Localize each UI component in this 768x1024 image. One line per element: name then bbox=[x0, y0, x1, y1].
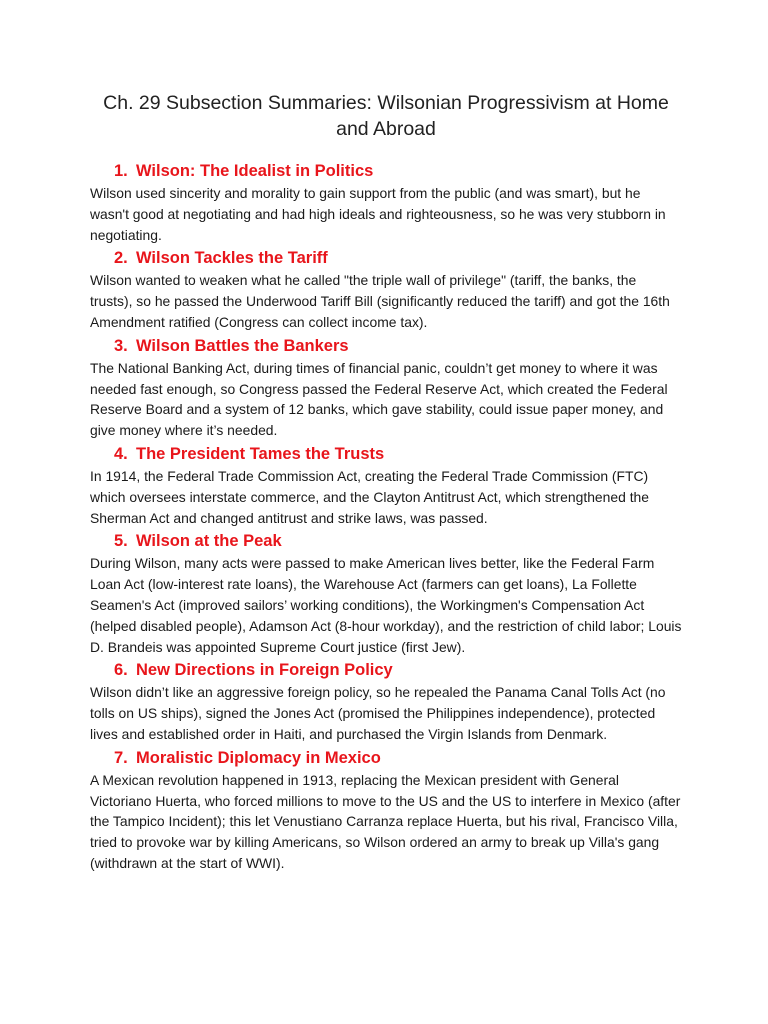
section-heading bbox=[114, 748, 682, 769]
section-body: In 1914, the Federal Trade Commission Act, creating the Federal Trade Commission (FTC) which oversees interstate commerce, and the Clayton Antitrust Act, which strengthened the Sherman Act and changed antitrust and strike laws, was passed. bbox=[90, 467, 650, 526]
section-body: Wilson used sincerity and morality to gain support from the public (and was smart), but he wasn't good at negotiating and had high ideals and righteousness, so he was very stubborn in negotiating. bbox=[90, 185, 666, 243]
section-title: Wilson: The Idealist in Politics bbox=[136, 162, 374, 180]
section-4 bbox=[90, 444, 682, 528]
section-title: Wilson Tackles the Tariff bbox=[136, 249, 328, 268]
document-title: Ch. 29 Subsection Summaries: Wilsonian Progressivism at Home and Abroad bbox=[103, 92, 669, 140]
section-heading bbox=[114, 161, 682, 182]
section-3 bbox=[90, 336, 682, 441]
section-body: During Wilson, many acts were passed to make American lives better, like the Federal Farm Loan Act (low-interest rate loans), the Warehouse Act (farmers can get loans), La Follette Seamen's Act (improved sailors’ working conditions), the Workingmen's Compensation Act (helped disabled people), Adamson Act (8-hour workday), and the restriction of child labor; Louis D. Brandeis was appointed Supreme Court justice (first Jew). bbox=[90, 555, 682, 655]
section-heading bbox=[114, 444, 682, 465]
section-title: New Directions in Foreign Policy bbox=[136, 661, 393, 680]
section-heading bbox=[114, 248, 682, 269]
section-6 bbox=[90, 660, 682, 744]
section-body: The National Banking Act, during times of financial panic, couldn’t get money to where it was needed fast enough, so Congress passed the Federal Reserve Act, which created the Federal Reserve Board and a system of 12 banks, which gave stability, could issue paper money, and give money where it’s needed. bbox=[90, 359, 668, 439]
section-2 bbox=[90, 248, 682, 332]
section-number: 7. bbox=[114, 748, 128, 767]
section-title: Wilson at the Peak bbox=[136, 532, 282, 551]
section-number: 1. bbox=[114, 162, 128, 180]
section-body: A Mexican revolution happened in 1913, replacing the Mexican president with General Victoriano Huerta, who forced millions to move to the US and the US to interfere in Mexico (after the Tampico Incident); this let Venustiano Carranza replace Huerta, but his rival, Francisco Villa, tried to provoke war by killing Americans, so Wilson ordered an army to break up Villa's gang (withdrawn at the start of WWI). bbox=[90, 771, 681, 871]
section-title: Moralistic Diplomacy in Mexico bbox=[136, 748, 381, 767]
section-body: Wilson didn’t like an aggressive foreign policy, so he repealed the Panama Canal Tolls Act (no tolls on US ships), signed the Jones Act (promised the Philippines independence), protected lives and established order in Haiti, and purchased the Virgin Islands from Denmark. bbox=[90, 684, 666, 742]
section-heading bbox=[114, 660, 682, 681]
section-number: 5. bbox=[114, 532, 128, 551]
section-title: The President Tames the Trusts bbox=[136, 444, 385, 463]
section-title: Wilson Battles the Bankers bbox=[136, 336, 349, 355]
section-number: 2. bbox=[114, 249, 128, 268]
section-number: 6. bbox=[114, 661, 128, 680]
section-heading bbox=[114, 531, 682, 552]
section-1 bbox=[90, 161, 682, 245]
section-number: 3. bbox=[114, 336, 128, 355]
section-heading bbox=[114, 336, 682, 357]
section-number: 4. bbox=[114, 444, 128, 463]
section-7 bbox=[90, 748, 682, 874]
section-5 bbox=[90, 531, 682, 657]
section-body: Wilson wanted to weaken what he called "the triple wall of privilege" (tariff, the banks, the trusts), so he passed the Underwood Tariff Bill (significantly reduced the tariff) and got the 16th Amendment ratified (Congress can collect income tax). bbox=[90, 272, 670, 330]
